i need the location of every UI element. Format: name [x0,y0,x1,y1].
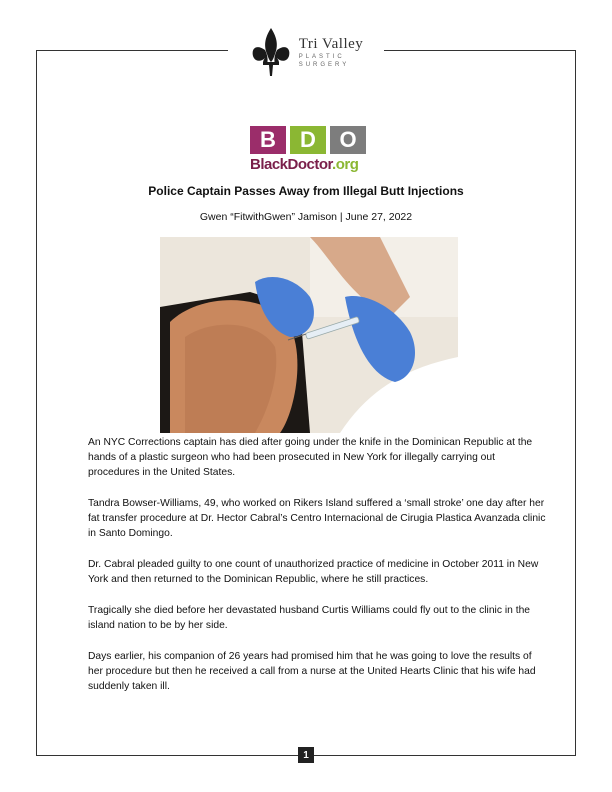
article-paragraph: Days earlier, his companion of 26 years had promised him that he was going to love the results of her procedure but then he received a call from a nurse at the United Hearts Clinic that his wife had suddenly taken ill. [88,651,536,692]
bdo-letter-o: O [330,126,366,154]
page-number: 1 [298,747,314,763]
wordmark-black: Black [250,156,288,173]
article-paragraph: Tragically she died before her devastated husband Curtis Williams could fly out to the clinic in the island nation to be by her side. [88,605,531,631]
logo-subtitle-1: PLASTIC [298,53,345,60]
logo-subtitle-2: SURGERY [298,61,350,68]
logo-name: Tri Valley [298,35,364,52]
blackdoctor-wordmark [250,156,370,173]
wordmark-doctor: Doctor [287,156,333,173]
article-title: Police Captain Passes Away from Illegal Butt Injections [148,184,464,198]
article-body [88,435,548,710]
wordmark-org: .org [332,156,359,173]
article-photo [160,237,458,433]
injection-photo-illustration [160,237,458,433]
bdo-letter-d: D [290,126,326,154]
article-byline: Gwen “FitwithGwen” Jamison | June 27, 2022 [199,211,413,223]
article-paragraph: Dr. Cabral pleaded guilty to one count of unauthorized practice of medicine in October 2011 in New York and then returned to the Dominican Republic, where he still practices. [88,559,539,585]
fleur-de-lis-icon [249,26,293,78]
tri-valley-logo [228,24,384,80]
bdo-letter-b: B [250,126,286,154]
article-paragraph: An NYC Corrections captain has died after going under the knife in the Dominican Republic at the hands of a plastic surgeon who had been prosecuted in New York for illegally carrying out procedures in the United States. [88,437,533,478]
blackdoctor-logo [250,126,370,173]
article-paragraph: Tandra Bowser-Williams, 49, who worked on Rikers Island suffered a ‘small stroke’ one day after her fat transfer procedure at Dr. Hector Cabral’s Centro Internacional de Cirugia Plastica Avanzada clinic in Santo Domingo. [88,498,546,539]
